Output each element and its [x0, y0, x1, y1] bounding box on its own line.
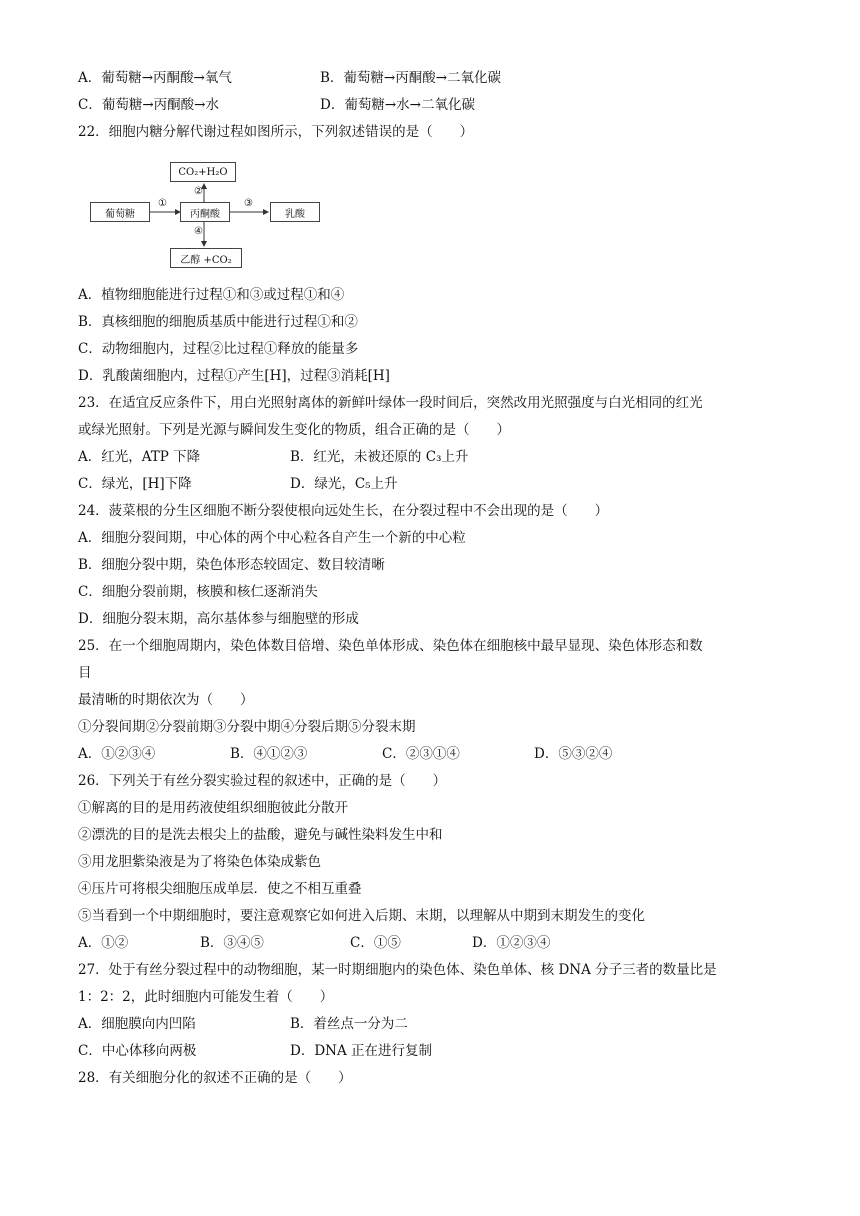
q22-option-a: A．植物细胞能进行过程①和③或过程①和④	[78, 287, 345, 303]
q25-stem-line2: 目	[78, 665, 92, 681]
ethanol-co2-box: 乙醇 +CO₂	[170, 248, 242, 268]
q25-option-c: C．②③①④	[382, 746, 460, 762]
step2-label: ②	[194, 186, 203, 197]
lactic-acid-box: 乳酸	[270, 202, 320, 222]
q25-option-d: D．⑤③②④	[534, 746, 613, 762]
q27-stem-line2: 1：2：2，此时细胞内可能发生着（ ）	[78, 989, 334, 1005]
q25-period-list: ①分裂间期②分裂前期③分裂中期④分裂后期⑤分裂末期	[78, 719, 416, 735]
co2-h2o-box: CO₂+H₂O	[170, 162, 236, 182]
q26-statement-1: ①解离的目的是用药液使组织细胞彼此分散开	[78, 800, 348, 816]
q21-option-b: B．葡萄糖→丙酮酸→二氧化碳	[320, 70, 502, 86]
step1-label: ①	[158, 198, 167, 209]
q21-option-d: D．葡萄糖→水→二氧化碳	[320, 97, 475, 113]
q27-stem-line1: 27．处于有丝分裂过程中的动物细胞，某一时期细胞内的染色体、染色单体、核 DNA 分子三者的数量比是	[78, 962, 717, 978]
q24-option-b: B．细胞分裂中期，染色体形态较固定、数目较清晰	[78, 557, 385, 573]
q26-option-b: B．③④⑤	[200, 935, 264, 951]
q22-stem: 22．细胞内糖分解代谢过程如图所示，下列叙述错误的是（ ）	[78, 124, 474, 140]
q27-option-a: A．细胞膜向内凹陷	[78, 1016, 196, 1032]
q26-statement-2: ②漂洗的目的是洗去根尖上的盐酸，避免与碱性染料发生中和	[78, 827, 443, 843]
q26-statement-4: ④压片可将根尖细胞压成单层．使之不相互重叠	[78, 881, 362, 897]
q22-option-d: D．乳酸菌细胞内，过程①产生[H]，过程③消耗[H]	[78, 368, 390, 384]
q23-stem-line2: 或绿光照射。下列是光源与瞬间发生变化的物质，组合正确的是（ ）	[78, 422, 510, 438]
glucose-box: 葡萄糖	[90, 202, 150, 222]
q25-stem-line1: 25．在一个细胞周期内，染色体数目倍增、染色单体形成、染色体在细胞核中最早显现、染色体形态和数	[78, 638, 703, 654]
q23-option-a: A．红光，ATP 下降	[78, 449, 201, 465]
q26-statement-3: ③用龙胆紫染液是为了将染色体染成紫色	[78, 854, 321, 870]
q28-stem: 28．有关细胞分化的叙述不正确的是（ ）	[78, 1070, 352, 1086]
q27-option-b: B．着丝点一分为二	[290, 1016, 408, 1032]
q24-option-d: D．细胞分裂末期，高尔基体参与细胞壁的形成	[78, 611, 359, 627]
step4-label: ④	[194, 226, 203, 237]
q26-option-a: A．①②	[78, 935, 129, 951]
q24-option-a: A．细胞分裂间期，中心体的两个中心粒各自产生一个新的中心粒	[78, 530, 466, 546]
q25-option-a: A．①②③④	[78, 746, 156, 762]
glucose-metabolism-diagram	[88, 156, 338, 270]
q26-option-d: D．①②③④	[472, 935, 551, 951]
q22-option-c: C．动物细胞内，过程②比过程①释放的能量多	[78, 341, 359, 357]
q21-option-a: A．葡萄糖→丙酮酸→氧气	[78, 70, 232, 86]
q23-option-c: C．绿光，[H]下降	[78, 476, 192, 492]
q21-option-c: C．葡萄糖→丙酮酸→水	[78, 97, 219, 113]
q24-option-c: C．细胞分裂前期，核膜和核仁逐渐消失	[78, 584, 318, 600]
q27-option-d: D．DNA 正在进行复制	[290, 1043, 433, 1059]
q26-stem: 26．下列关于有丝分裂实验过程的叙述中，正确的是（ ）	[78, 773, 447, 789]
step3-label: ③	[244, 198, 253, 209]
q23-option-b: B．红光，未被还原的 C₃上升	[290, 449, 469, 465]
q27-option-c: C．中心体移向两极	[78, 1043, 197, 1059]
pyruvate-box: 丙酮酸	[180, 202, 230, 222]
q25-stem-line3: 最清晰的时期依次为（ ）	[78, 692, 254, 708]
q23-option-d: D．绿光，C₅上升	[290, 476, 398, 492]
q26-statement-5: ⑤当看到一个中期细胞时，要注意观察它如何进入后期、末期，以理解从中期到末期发生的变化	[78, 908, 645, 924]
q22-option-b: B．真核细胞的细胞质基质中能进行过程①和②	[78, 314, 358, 330]
q26-option-c: C．①⑤	[350, 935, 401, 951]
q25-option-b: B．④①②③	[230, 746, 308, 762]
q23-stem-line1: 23．在适宜反应条件下，用白光照射离体的新鲜叶绿体一段时间后，突然改用光照强度与白光相同的红光	[78, 395, 703, 411]
q24-stem: 24．菠菜根的分生区细胞不断分裂使根向远处生长，在分裂过程中不会出现的是（ ）	[78, 503, 609, 519]
